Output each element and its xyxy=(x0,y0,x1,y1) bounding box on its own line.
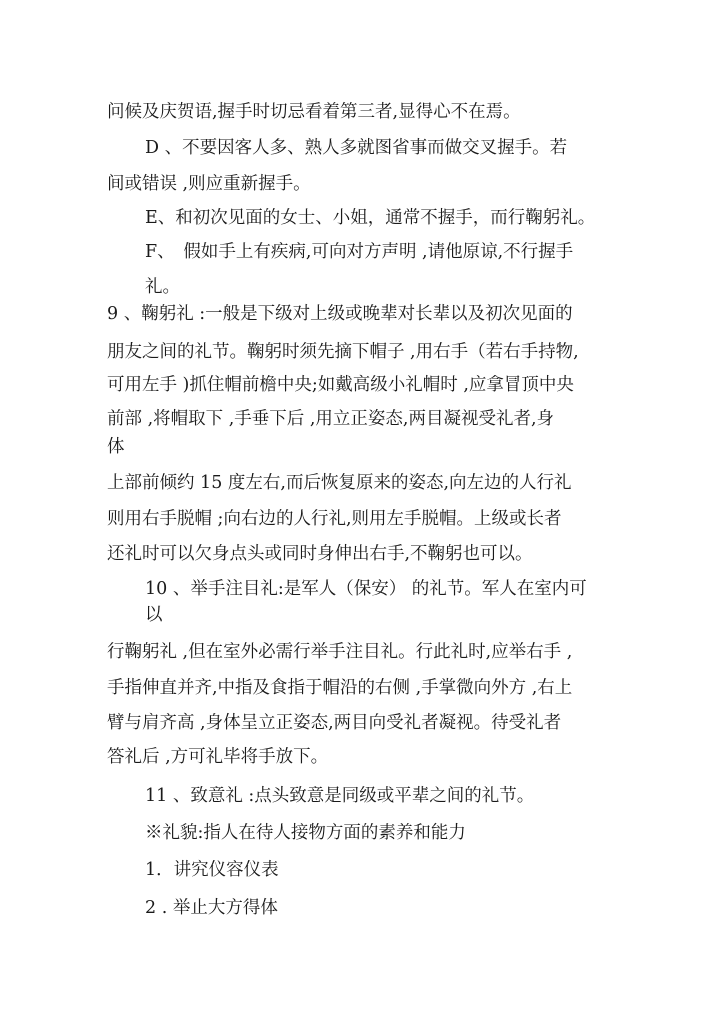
paragraph-line: 问候及庆贺语,握手时切忌看着第三者,显得心不在焉。 xyxy=(107,102,521,122)
paragraph-line: 还礼时可以欠身点头或同时身伸出右手,不鞠躬也可以。 xyxy=(107,544,533,564)
list-item-1: 1．讲究仪容仪表 xyxy=(145,860,279,880)
note-line: ※礼貌:指人在待人接物方面的素养和能力 xyxy=(145,823,466,843)
paragraph-line: 手指伸直并齐,中指及食指于帽沿的右侧 ,手掌微向外方 ,右上 xyxy=(107,678,573,698)
paragraph-line: 体 xyxy=(107,437,125,457)
list-item-d: D 、不要因客人多、熟人多就图省事而做交叉握手。若 xyxy=(145,138,568,158)
paragraph-line: 行鞠躬礼 ,但在室外必需行举手注目礼。行此礼时,应举右手 , xyxy=(107,642,573,662)
list-item-2: 2 . 举止大方得体 xyxy=(145,898,278,918)
paragraph-line: 答礼后 ,方可礼毕将手放下。 xyxy=(107,747,329,767)
paragraph-line: 朋友之间的礼节。鞠躬时须先摘下帽子 ,用右手（若右手持物, xyxy=(107,342,579,362)
section-heading-10: 10 、举手注目礼:是军人（保安） 的礼节。军人在室内可 xyxy=(145,579,587,599)
paragraph-line: 则用右手脱帽 ;向右边的人行礼,则用左手脱帽。上级或长者 xyxy=(107,509,562,529)
list-item-e: E、和初次见面的女士、小姐，通常不握手，而行鞠躬礼。 xyxy=(145,208,596,228)
paragraph-line: 臂与肩齐高 ,身体呈立正姿态,两目向受礼者凝视。待受礼者 xyxy=(107,713,562,733)
paragraph-line: 上部前倾约 15 度左右,而后恢复原来的姿态,向左边的人行礼 xyxy=(107,473,572,493)
paragraph-line: 礼。 xyxy=(145,277,180,297)
paragraph-line: 以 xyxy=(145,605,163,625)
paragraph-line: 可用左手 )抓住帽前檐中央;如戴高级小礼帽时 ,应拿冒顶中央 xyxy=(107,375,574,395)
section-heading-9: 9 、鞠躬礼 :一般是下级对上级或晚辈对长辈以及初次见面的 xyxy=(107,304,573,324)
paragraph-line: 前部 ,将帽取下 ,手垂下后 ,用立正姿态,两目凝视受礼者,身 xyxy=(107,409,555,429)
paragraph-line: 间或错误 ,则应重新握手。 xyxy=(107,174,311,194)
section-heading-11: 11 、致意礼 :点头致意是同级或平辈之间的礼节。 xyxy=(145,786,535,806)
list-item-f: F、 假如手上有疾病,可向对方声明 ,请他原谅,不行握手 xyxy=(145,242,574,262)
